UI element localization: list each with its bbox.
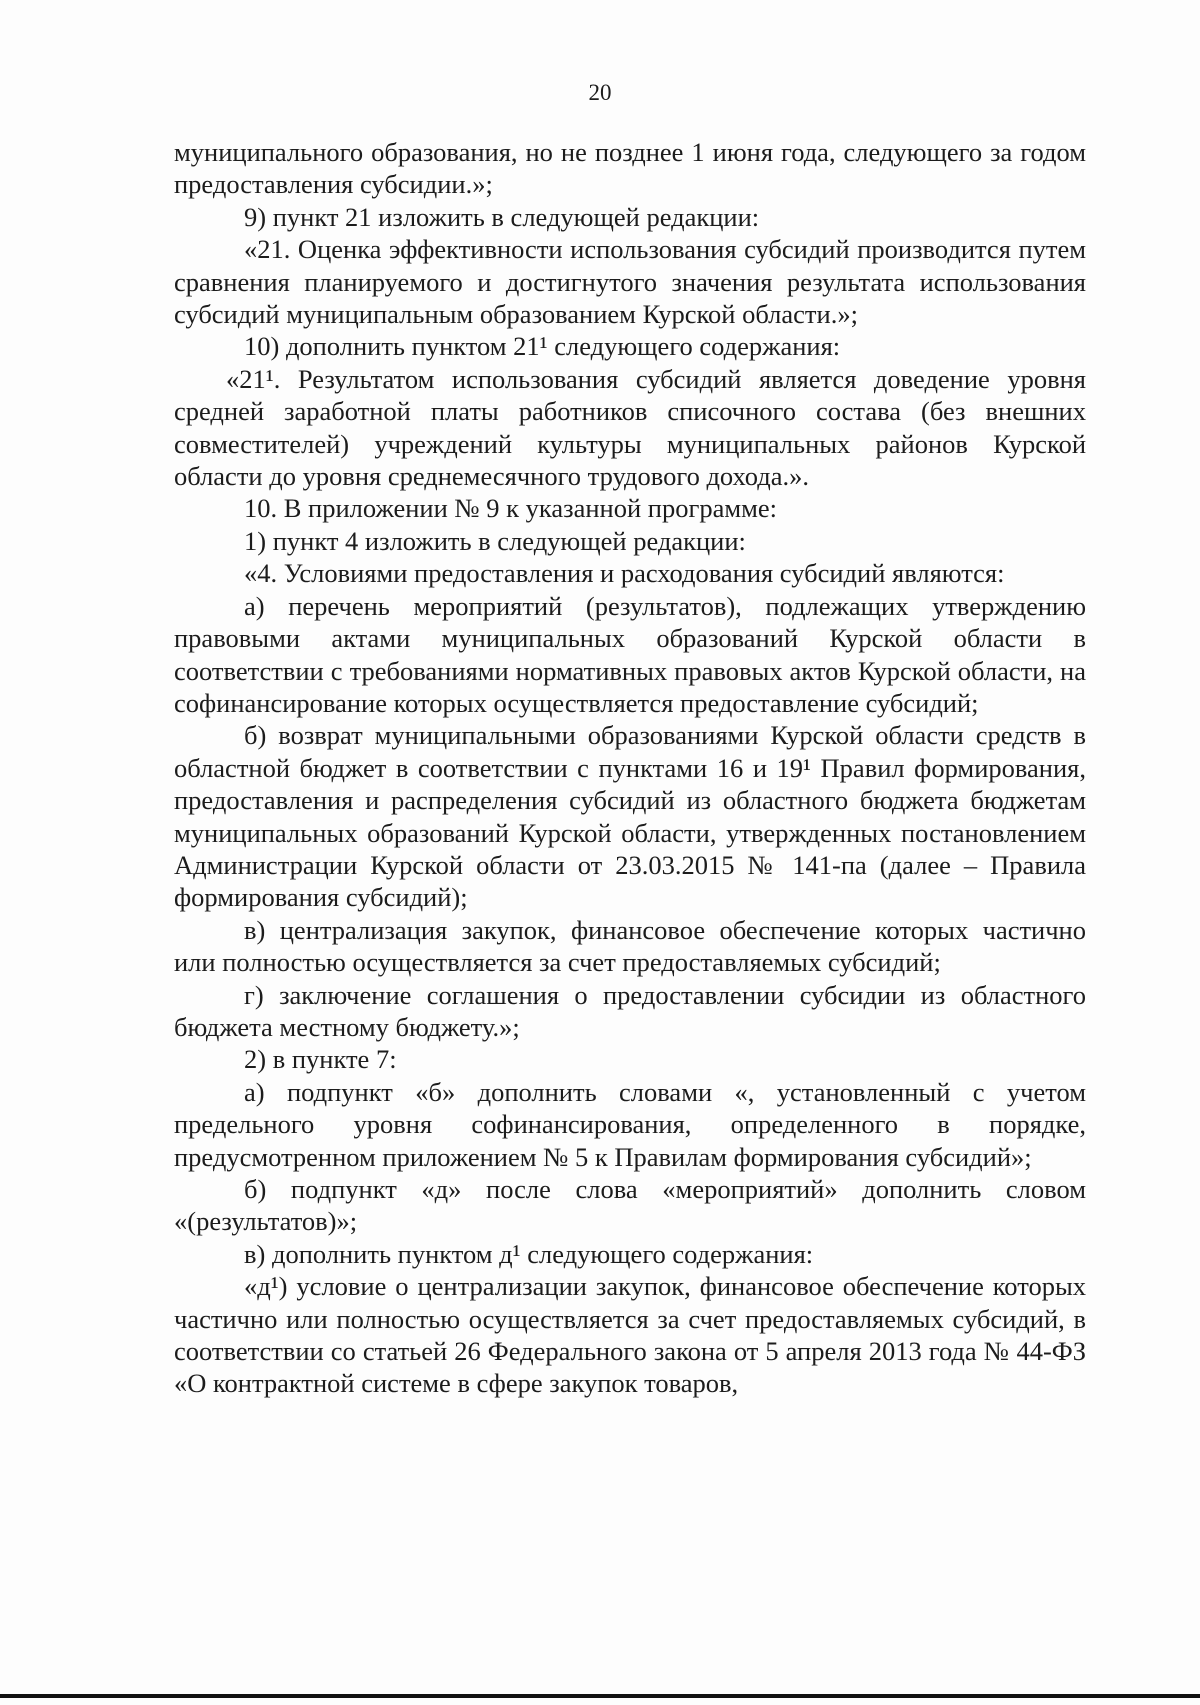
paragraph-continuation: муниципального образования, но не позднее 1 июня года, следующего за годом предоставления субсидии.»; [174, 137, 1086, 200]
document-body [174, 136, 1086, 1400]
paragraph-point-21: «21. Оценка эффективности использования субсидий производится путем сравнения планируемого и достигнутого значения результата использования субсидий муниципальным образованием Курской области.»; [174, 234, 1086, 330]
paragraph-item-9: 9) пункт 21 изложить в следующей редакции: [244, 201, 760, 232]
paragraph-item-2-v: в) дополнить пунктом д¹ следующего содержания: [244, 1238, 814, 1269]
paragraph-subitem-a: а) перечень мероприятий (результатов), подлежащих утверждению правовыми актами муниципальных образований Курской области в соответствии с требованиями нормативных правовых актов Курской области, на софинансирование которых осуществляется предоставление субсидий; [174, 590, 1086, 718]
paragraph-subitem-v: в) централизация закупок, финансовое обеспечение которых частично или полностью осуществляется за счет предоставляемых субсидий; [174, 914, 1086, 978]
paragraph-item-10: 10) дополнить пунктом 21¹ следующего содержания: [244, 331, 841, 362]
scan-edge-divider [0, 1694, 1200, 1698]
paragraph-point-d1: «д¹) условие о централизации закупок, финансовое обеспечение которых частично или полностью осуществляется за счет предоставляемых субсидий, в соответствии со статьей 26 Федерального закона от 5 апреля 2013 года № 44-ФЗ «О контрактной системе в сфере закупок товаров, [174, 1271, 1086, 1399]
paragraph-item-1: 1) пункт 4 изложить в следующей редакции: [244, 525, 746, 556]
paragraph-item-2-b: б) подпункт «д» после слова «мероприятий» дополнить словом «(результатов)»; [174, 1174, 1086, 1237]
paragraph-item-2-a: а) подпункт «б» дополнить словами «, установленный с учетом предельного уровня софинансирования, определенного в порядке, предусмотренном приложением № 5 к Правилам формирования субсидий»; [174, 1076, 1086, 1172]
paragraph-point-21-1: «21¹. Результатом использования субсидий является доведение уровня средней заработной платы работников списочного состава (без внешних совместителей) учреждений культуры муниципальных районов Курской области до уровня среднемесячного трудового дохода.». [174, 363, 1086, 492]
paragraph-item-2: 2) в пункте 7: [244, 1044, 397, 1075]
page-number: 20 [588, 80, 612, 105]
paragraph-point-4: «4. Условиями предоставления и расходования субсидий являются: [244, 558, 1005, 589]
paragraph-section-10: 10. В приложении № 9 к указанной программе: [244, 493, 778, 524]
paragraph-subitem-g: г) заключение соглашения о предоставлении субсидии из областного бюджета местному бюджету.»; [174, 979, 1086, 1042]
paragraph-subitem-b: б) возврат муниципальными образованиями Курской области средств в областной бюджет в соответствии с пунктами 16 и 19¹ Правил формирования, предоставления и распределения субсидий из областного бюджета бюджетам муниципальных образований Курской области, утвержденных постановлением Администрации Курской области от 23.03.2015 № 141-па (далее – Правила формирования субсидий); [174, 720, 1086, 913]
